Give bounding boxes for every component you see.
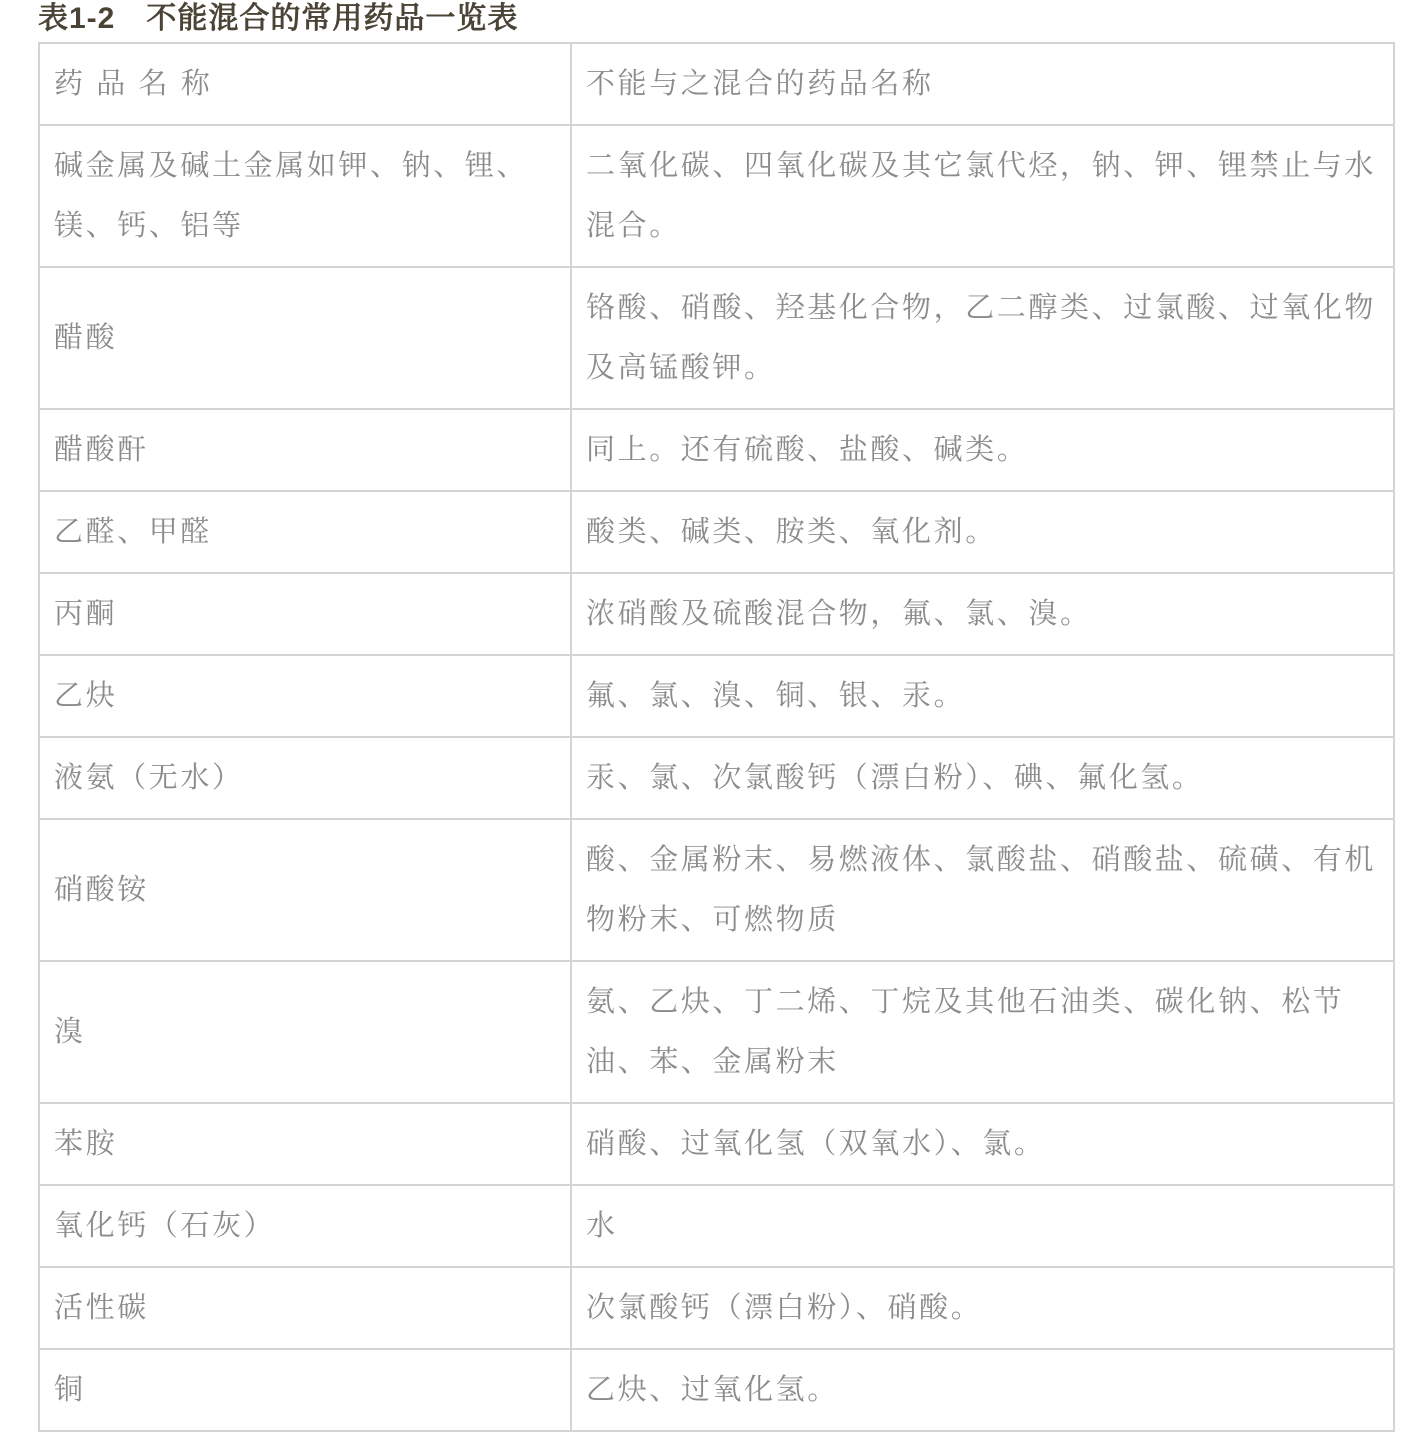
incompatible-chemicals-table	[38, 42, 1395, 1432]
table-row	[39, 1267, 1394, 1349]
incompatible-chemicals-cell: 汞、氯、次氯酸钙（漂白粉）、碘、氟化氢。	[571, 737, 1394, 819]
table-header-row	[39, 43, 1394, 125]
table-row	[39, 267, 1394, 409]
incompatible-chemicals-cell: 同上。还有硫酸、盐酸、碱类。	[571, 409, 1394, 491]
chemical-name-cell: 液氨（无水）	[39, 737, 571, 819]
chemical-name-cell: 丙酮	[39, 573, 571, 655]
chemical-name-cell: 乙醛、甲醛	[39, 491, 571, 573]
chemical-name-cell: 氧化钙（石灰）	[39, 1185, 571, 1267]
table-row	[39, 1349, 1394, 1431]
incompatible-chemicals-cell: 乙炔、过氧化氢。	[571, 1349, 1394, 1431]
table-row	[39, 1103, 1394, 1185]
incompatible-chemicals-cell: 氟、氯、溴、铜、银、汞。	[571, 655, 1394, 737]
chemical-name-cell: 碱金属及碱土金属如钾、钠、锂、镁、钙、铝等	[39, 125, 571, 267]
page-title: 表1-2 不能混合的常用药品一览表	[38, 2, 519, 35]
table-row	[39, 655, 1394, 737]
incompatible-chemicals-cell: 次氯酸钙（漂白粉）、硝酸。	[571, 1267, 1394, 1349]
chemical-name-cell: 铜	[39, 1349, 571, 1431]
table-row	[39, 409, 1394, 491]
chemical-name-cell: 活性碳	[39, 1267, 571, 1349]
table-row	[39, 1185, 1394, 1267]
incompatible-chemicals-cell: 硝酸、过氧化氢（双氧水）、氯。	[571, 1103, 1394, 1185]
table-row	[39, 961, 1394, 1103]
chemical-name-cell: 醋酸	[39, 267, 571, 409]
incompatible-chemicals-cell: 铬酸、硝酸、羟基化合物，乙二醇类、过氯酸、过氧化物及高锰酸钾。	[571, 267, 1394, 409]
table-row	[39, 125, 1394, 267]
chemical-name-cell: 硝酸铵	[39, 819, 571, 961]
chemical-name-cell: 苯胺	[39, 1103, 571, 1185]
incompatible-chemicals-cell: 氨、乙炔、丁二烯、丁烷及其他石油类、碳化钠、松节油、苯、金属粉末	[571, 961, 1394, 1103]
table-row	[39, 737, 1394, 819]
table-row	[39, 573, 1394, 655]
header-incompatible-chemicals: 不能与之混合的药品名称	[571, 43, 1394, 125]
chemical-name-cell: 乙炔	[39, 655, 571, 737]
incompatible-chemicals-cell: 酸类、碱类、胺类、氧化剂。	[571, 491, 1394, 573]
table-header	[39, 43, 1394, 125]
table-body	[39, 125, 1394, 1431]
chemical-name-cell: 溴	[39, 961, 571, 1103]
incompatible-chemicals-cell: 水	[571, 1185, 1394, 1267]
incompatible-chemicals-cell: 酸、金属粉末、易燃液体、氯酸盐、硝酸盐、硫磺、有机物粉末、可燃物质	[571, 819, 1394, 961]
table-row	[39, 819, 1394, 961]
header-chemical-name: 药 品 名 称	[39, 43, 571, 125]
table-row	[39, 491, 1394, 573]
chemical-name-cell: 醋酸酐	[39, 409, 571, 491]
incompatible-chemicals-cell: 浓硝酸及硫酸混合物，氟、氯、溴。	[571, 573, 1394, 655]
incompatible-chemicals-cell: 二氧化碳、四氧化碳及其它氯代烃，钠、钾、锂禁止与水混合。	[571, 125, 1394, 267]
